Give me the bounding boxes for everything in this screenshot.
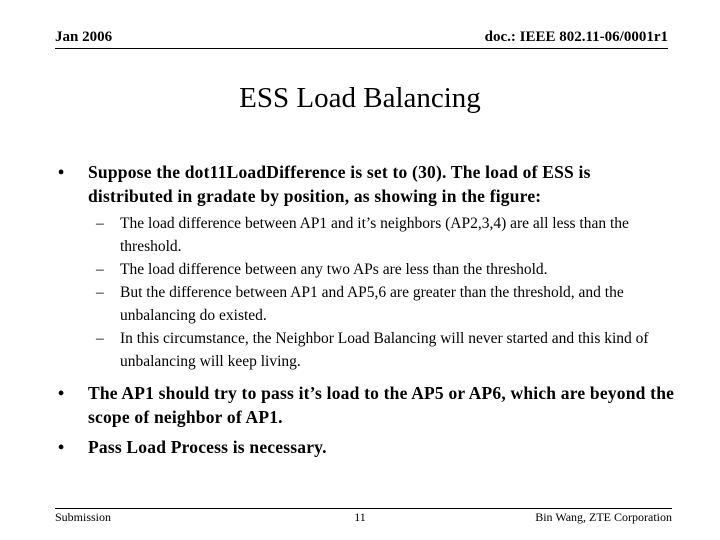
bullet-icon: •: [58, 162, 65, 182]
header-date: Jan 2006: [55, 29, 113, 45]
sub-bullet-text: The load difference between any two APs are less than the threshold.: [120, 261, 548, 278]
bullet-text: The AP1 should try to pass it’s load to the AP5 or AP6, which are beyond the scope of neighbor of AP1.: [88, 383, 675, 427]
slide-title: ESS Load Balancing: [239, 82, 481, 114]
sub-bullet-text: But the difference between AP1 and AP5,6 are greater than the threshold, and the unbalancing do existed.: [120, 284, 624, 324]
footer-divider: [55, 508, 672, 509]
dash-icon: –: [96, 261, 104, 278]
slide-body: [58, 160, 678, 459]
sub-bullet-any-two-aps: [58, 258, 678, 281]
bullet-icon: •: [58, 437, 65, 457]
dash-icon: –: [96, 284, 104, 301]
sub-bullet-ap5-ap6: [58, 281, 678, 327]
bullet-text: Suppose the dot11LoadDifference is set to (30). The load of ESS is distributed in gradate by position, as showing in the figure:: [88, 162, 591, 206]
bullet-text: Pass Load Process is necessary.: [88, 437, 327, 457]
sub-bullet-text: The load difference between AP1 and it’s neighbors (AP2,3,4) are all less than the threshold.: [120, 215, 629, 255]
sub-bullet-neighbors: [58, 212, 678, 258]
footer-page-number: 11: [354, 510, 366, 524]
footer-author: Bin Wang, ZTE Corporation: [535, 510, 672, 524]
bullet-process-necessary: [58, 435, 678, 459]
dash-icon: –: [96, 330, 104, 347]
header-divider: [55, 48, 668, 49]
header-doc-id: doc.: IEEE 802.11-06/0001r1: [484, 29, 668, 45]
sub-bullet-text: In this circumstance, the Neighbor Load Balancing will never started and this kind of unbalancing will keep living.: [120, 330, 649, 370]
dash-icon: –: [96, 215, 104, 232]
bullet-pass-load: [58, 381, 678, 429]
sub-bullet-circumstance: [58, 327, 678, 373]
bullet-icon: •: [58, 383, 65, 403]
footer-submission: Submission: [55, 510, 112, 524]
bullet-dot11loaddifference: [58, 160, 678, 208]
